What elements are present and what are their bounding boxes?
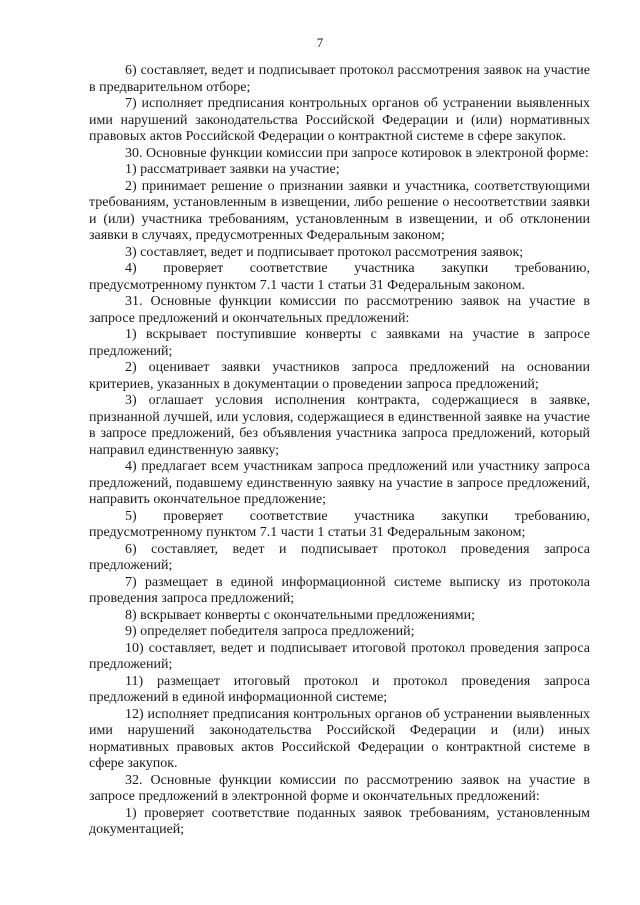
paragraph: 4) проверяет соответствие участника закупки требованию, предусмотренному пунктом 7.1 части 1 статьи 31 Федеральным законом. bbox=[89, 261, 590, 293]
paragraph: 5) проверяет соответствие участника закупки требованию, предусмотренному пунктом 7.1 части 1 статьи 31 Федеральным законом; bbox=[89, 508, 590, 540]
page-number: 7 bbox=[316, 35, 324, 50]
paragraph: 2) оценивает заявки участников запроса предложений на основании критериев, указанных в документации о проведении запроса предложений; bbox=[89, 360, 590, 392]
paragraph: 3) составляет, ведет и подписывает протокол рассмотрения заявок; bbox=[125, 244, 524, 260]
paragraph: 1) вскрывает поступившие конверты с заявками на участие в запросе предложений; bbox=[89, 327, 590, 359]
paragraph: 12) исполняет предписания контрольных органов об устранении выявленных ими нарушений законодательства Российской Федерации и (или) иных нормативных правовых актов Российской Федерации о контрактной системе в сфере закупок. bbox=[89, 706, 590, 771]
paragraph: 1) проверяет соответствие поданных заявок требованиям, установленным документацией; bbox=[89, 805, 590, 837]
paragraph: 7) исполняет предписания контрольных органов об устранении выявленных ими нарушений законодательства Российской Федерации и (или) нормативных правовых актов Российской Федерации о контрактной системе в сфере закупок. bbox=[89, 96, 590, 144]
paragraph: 2) принимает решение о признании заявки и участника, соответствующими требованиям, установленным в извещении, либо решение о несоответствии заявки и (или) участника требованиям, установленным в извещении, и об отклонении заявки в случаях, предусмотренных Федеральным законом; bbox=[89, 178, 590, 243]
paragraph: 8) вскрывает конверты с окончательными предложениями; bbox=[125, 607, 476, 623]
document-body bbox=[89, 63, 590, 839]
paragraph: 6) составляет, ведет и подписывает протокол рассмотрения заявок на участие в предварительном отборе; bbox=[89, 63, 590, 95]
paragraph: 11) размещает итоговый протокол и протокол проведения запроса предложений в единой информационной системе; bbox=[89, 673, 590, 705]
paragraph: 7) размещает в единой информационной системе выписку из протокола проведения запроса предложений; bbox=[89, 574, 590, 606]
paragraph: 9) определяет победителя запроса предложений; bbox=[125, 624, 415, 639]
paragraph: 1) рассматривает заявки на участие; bbox=[125, 162, 340, 177]
paragraph: 30. Основные функции комиссии при запросе котировок в электроной форме: bbox=[125, 145, 589, 161]
paragraph: 32. Основные функции комиссии по рассмотрению заявок на участие в запросе предложений в электронной форме и окончательных предложений: bbox=[89, 772, 590, 804]
paragraph: 6) составляет, ведет и подписывает протокол проведения запроса предложений; bbox=[89, 541, 590, 573]
paragraph: 4) предлагает всем участникам запроса предложений или участнику запроса предложений, подавшему единственную заявку на участие в запросе предложений, направить окончательное предложение; bbox=[89, 459, 590, 507]
paragraph: 3) оглашает условия исполнения контракта, содержащиеся в заявке, признанной лучшей, или условия, содержащиеся в единственной заявке на участие в запросе предложений, без объявления участника запроса предложений, который направил единственную заявку; bbox=[89, 393, 590, 458]
paragraph: 10) составляет, ведет и подписывает итоговой протокол проведения запроса предложений; bbox=[89, 640, 590, 672]
paragraph: 31. Основные функции комиссии по рассмотрению заявок на участие в запросе предложений и окончательных предложений: bbox=[89, 294, 590, 326]
